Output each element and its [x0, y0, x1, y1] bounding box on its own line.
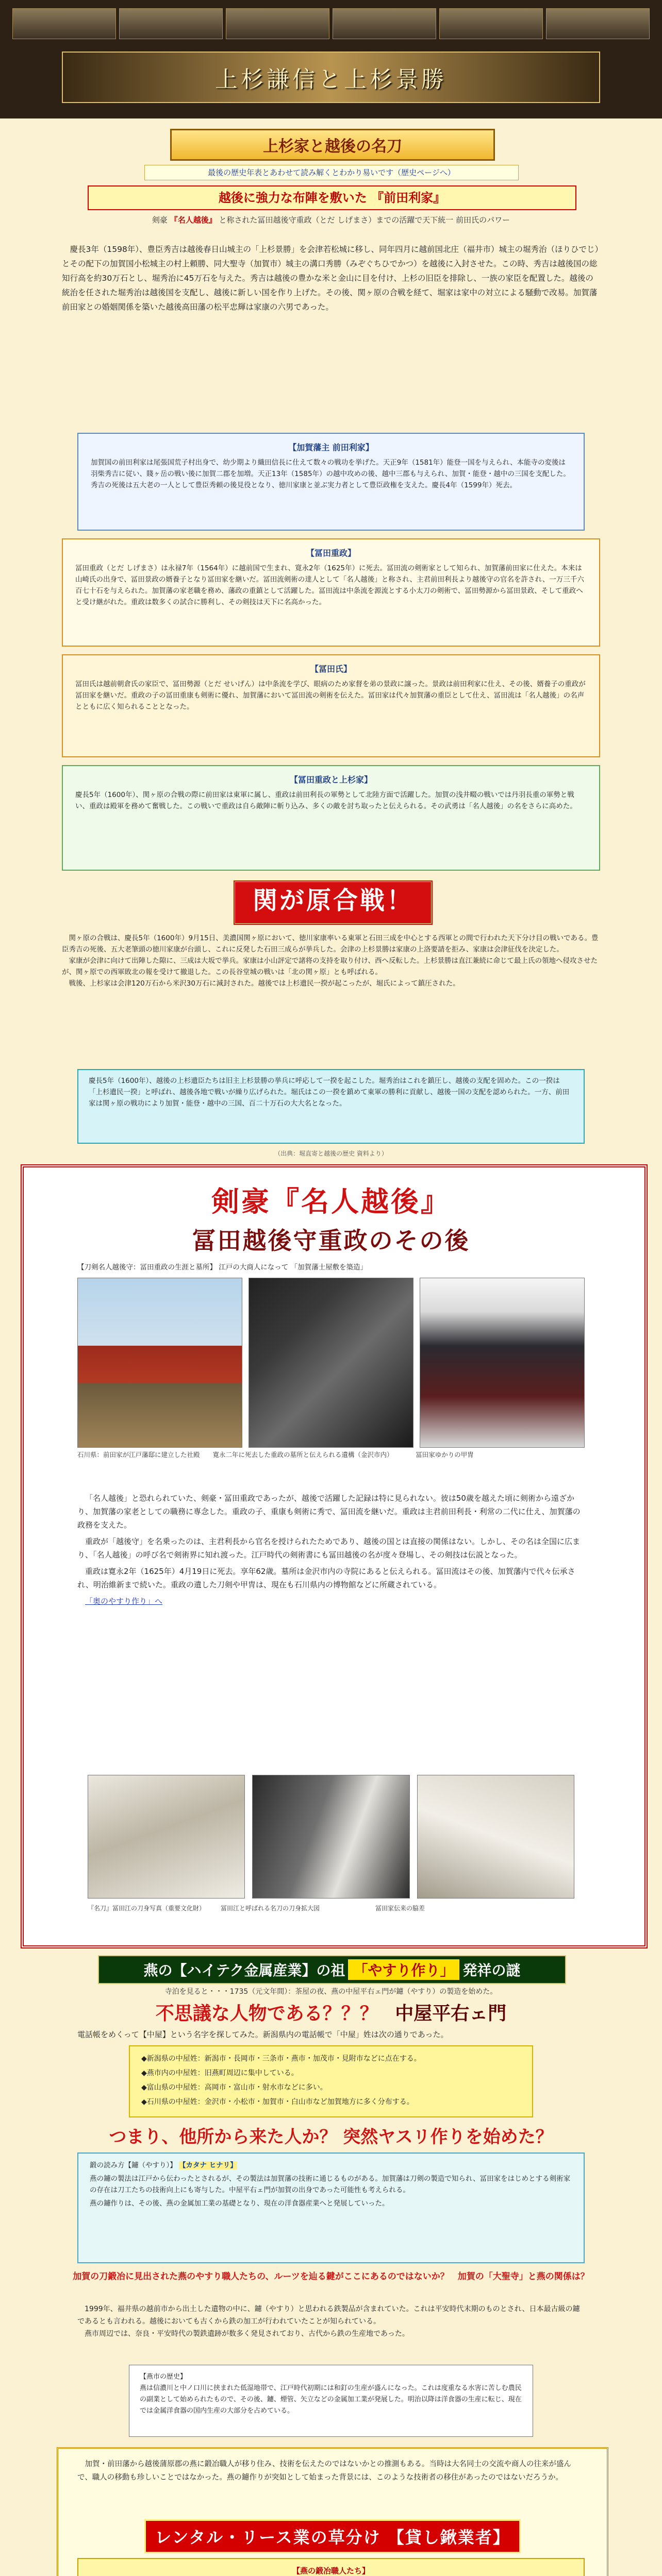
kanji-heading	[90, 2160, 572, 2171]
title-block	[0, 129, 662, 237]
toda-clan-box	[62, 654, 600, 757]
book-cover-photo	[249, 1278, 413, 1448]
box-text: 慶長5年（1600年）、関ヶ原の合戦の際に前田家は東軍に属し、重政は前田利長の軍勢として北陸方面で活躍した。加賀の浅井畷の戦いでは丹羽長重の軍勢と戦い、重政は殿軍を務めて奮戦した。この戦いで重政は自ら敵陣に斬り込み、多くの敵を討ち取ったと伝えられる。その武勇は「名人越後」の名をさらに高めた。	[75, 791, 577, 810]
kanji-highlight: 【カタナ ヒナリ】	[179, 2161, 237, 2170]
kanji-title: 鍛の読み方【鑢（やすり）】	[90, 2161, 177, 2170]
intro-text	[62, 242, 600, 428]
toda-uesugi-box	[62, 765, 600, 871]
sekigahara-text	[62, 933, 600, 1061]
maeda-toshiie-box	[77, 433, 585, 531]
mystery-text: 不思議な人物である？？？	[155, 2003, 378, 2024]
warning-text: 加賀の刀鍛冶に見出された燕のやすり職人たちの、ルーツを辿る鍵がここにあるのではないか？ 加賀の「大聖寺」と燕の関係は？	[73, 2272, 589, 2282]
nakaya-list	[129, 2045, 533, 2117]
meito-paragraph: 「名人越後」と恐れられていた、剣豪・冨田重政であったが、越後で活躍した記録は特に見られない。彼は50歳を越えた頃に剣術から遠ざかり、加賀藩の家老としての職務に専念した。重政の子、重康も剣術に秀で、冨田流を継いだ。重政は主君前田利長・利常の二代に仕え、加賀藩の政務を支えた。	[77, 1494, 581, 1530]
subline	[88, 212, 574, 228]
blade-photo	[417, 1775, 574, 1899]
tsubame-history-box	[129, 2365, 533, 2437]
history-paragraph: 燕市周辺では、奈良・平安時代の製鉄遺跡が数多く発見されており、古代から鉄の生産地であった。	[85, 2330, 409, 2338]
headline: 越後に強力な布陣を敷いた 『前田利家』	[88, 185, 576, 210]
uprising-box	[77, 1069, 585, 1144]
history-page-link[interactable]: 最後の歴史年表とあわせて読み解くとわかり易いです（歴史ページへ）	[144, 165, 519, 180]
section-title: 上杉家と越後の名刀	[170, 129, 495, 161]
toda-shigemasa-box	[62, 538, 600, 647]
blade-photo	[252, 1775, 409, 1899]
shrine-photo	[77, 1278, 242, 1448]
blade-caption: 『名刀』冨田江の刀身写真（重要文化財） 冨田江と呼ばれる名刀の刀身拡大図 冨田家伝来の脇差	[88, 1905, 425, 1912]
box-heading: 【加賀藩主 前田利家】	[288, 443, 374, 452]
header-thumbnails	[12, 8, 650, 39]
yasuri-banner-highlight: 「やすり作り」	[348, 1959, 459, 1980]
war-paragraph: 関ヶ原の合戦は、慶長5年（1600年）9月15日、美濃国関ヶ原において、徳川家康率いる東軍と石田三成を中心とする西軍との間で行われた天下分け目の戦いである。豊臣秀吉の死後、五大老筆頭の徳川家康が台頭し、これに反発した石田三成らが挙兵した。会津の上杉景勝は家康の上洛要請を拒み、家康は会津征伐を決定した。	[62, 934, 599, 954]
header	[0, 0, 662, 118]
yasuri-link[interactable]: 「奥のやすり作り」へ	[85, 1597, 163, 1606]
tsumari-heading: つまり、他所から来た人か？ 突然ヤスリ作りを始めた？	[109, 2127, 553, 2147]
box-text: 冨田重政（とだ しげまさ）は永禄7年（1564年）に越前国で生まれ、寛永2年（1625年）に死去。冨田流の剣術家として知られ、加賀藩前田家に仕えた。本来は山崎氏の出身で、冨田景政の婿養子となり冨田家を継いだ。冨田流剣術の達人として「名人越後」と称され、主君前田利長より越後守の官名を許され、一万三千六百七十石を与えられた。加賀藩の家老職を務め、藩政の重鎮として活躍した。冨田流は中条流を源流とする小太刀の剣術で、冨田勢源から冨田景政、そして重政へと受け継がれた。重政は数多くの試合に勝利し、その剣技は天下に名高かった。	[75, 564, 584, 606]
kanji-paragraph: 燕の鑢の製法は江戸から伝わったとされるが、その製法は加賀藩の技術に通じるものがある。加賀藩は刀剣の製造で知られ、冨田家をはじめとする剣術家の存在は刀工たちの技術向上にも寄与した。中屋平右ェ門が加賀の出身であった可能性も考えられる。	[90, 2175, 571, 2194]
yasuri-banner-post: 発祥の謎	[462, 1962, 521, 1979]
meito-paragraph: 重政は寛永2年（1625年）4月19日に死去。享年62歳。墓所は金沢市内の寺院にあると伝えられる。冨田流はその後、加賀藩内で代々伝承され、明治維新まで続いた。重政の遺した刀剣や甲冑は、現在も石川県内の博物館などに所蔵されている。	[77, 1567, 575, 1589]
yasuri-intro: 電話帳をめくって【中屋】という名字を探してみた。新潟県内の電話帳で「中屋」姓は次の通りであった。	[77, 2030, 449, 2039]
box-text: 燕は信濃川と中ノ口川に挟まれた低湿地帯で、江戸時代初期には和釘の生産が盛んになった。これは度重なる水害に苦しむ農民の副業として始められたもので、その後、鑢、煙管、矢立などの金属加工業が発展した。明治以降は洋食器の生産に転じ、現在では金属洋食器の国内生産の大部分を占めている。	[140, 2384, 522, 2415]
rental-banner: レンタル・リース業の草分け 【貸し鍬業者】	[144, 2519, 521, 2553]
box-text: 冨田氏は越前朝倉氏の家臣で、冨田勢源（とだ せいげん）は中条流を学び、眼病のため家督を弟の景政に譲った。景政は前田利家に仕え、その後、婿養子の重政が冨田家を継いだ。重政の子の冨田重康も剣術に優れ、加賀藩において冨田流の剣術を伝えた。冨田家は代々加賀藩の重臣として仕え、冨田流は「名人越後」の名声とともに広く知られることとなった。	[75, 680, 586, 711]
intro-paragraph: 慶長3年（1598年）、豊臣秀吉は越後春日山城主の「上杉景勝」を会津若松城に移し、同年四月に越前国北庄（福井市）城主の堀秀治（ほりひでじ）とその配下の加賀国小松城主の村上頼勝、同大聖寺（加賀市）城主の溝口秀勝（みぞぐちひでかつ）を越後に入封させた。この時、秀吉は越後国の総知行高を約30万石とし、堀秀治に45万石を与えた。秀吉は越後の豊かな米と金山に目を付け、上杉の旧臣を排除し、一族の家臣を配置した。越後の統治を任された堀秀治は越後国を支配し、越後に新しい国を作り上げた。その後、関ヶ原の合戦を経て、堀家は家中の対立による騒動で改易。加賀藩前田家との婚姻関係を築いた越後高田藩の松平忠輝は家康の六男であった。	[62, 245, 599, 312]
list-item: ◆石川県の中屋姓：金沢市・小松市・加賀市・白山市など加賀地方に多く分布する。	[141, 2098, 414, 2106]
site-banner	[62, 52, 600, 103]
meito-title: 剣豪『名人越後』	[211, 1185, 451, 1218]
blade-photo	[88, 1775, 245, 1899]
photo-row	[77, 1278, 585, 1448]
box-heading: 【燕市の歴史】	[140, 2373, 187, 2381]
header-thumb[interactable]	[12, 8, 116, 39]
rental-intro-paragraph: 加賀・前田藩から越後蒲原郡の燕に鍛冶職人が移り住み、技術を伝えたのではないかとの推測もある。当時は大名同士の交流や商人の往来が盛んで、職人の移動も珍しいことではなかった。燕の鑢作りが突如として始まった背景には、このような技術者の移住があったのではないだろうか。	[77, 2460, 571, 2482]
history-paragraph: 1999年、福井県の越前市から出土した遺物の中に、鑢（やすり）と思われる鉄製品が含まれていた。これは平安時代末期のものとされ、日本最古級の鑢であるとも言われる。越後においても古くから鉄の加工が行われていたことが知られている。	[77, 2305, 580, 2326]
box-heading: 【燕の鍛冶職人たち】	[292, 2566, 370, 2575]
subline-tail: 前田氏のパワー	[456, 215, 510, 225]
box-heading: 【冨田重政と上杉家】	[289, 775, 372, 785]
meito-paragraph: 重政が「越後守」を名乗ったのは、主君利長から官名を授けられたためであり、越後の国とは直接の関係はない。しかし、その名は全国に広まり、「名人越後」の呼び名で剣術界に知れ渡った。江戸時代の剣術書にも冨田越後の名が度々登場し、その剣技は伝説となった。	[77, 1537, 581, 1560]
kashikuwa-box	[77, 2558, 585, 2576]
sekigahara-banner: 関が原合戦！	[233, 880, 433, 925]
kanji-paragraph: 燕の鑢作りは、その後、燕の金属加工業の基礎となり、現在の洋食器産業へと発展していった。	[90, 2199, 389, 2208]
yasuri-banner	[98, 1955, 566, 1984]
box-text: 加賀国の前田利家は尾張国荒子村出身で、幼少期より織田信長に仕えて数々の戦功を挙げた。天正9年（1581年）能登一国を与えられ、本能寺の変後は羽柴秀吉に従い、賤ヶ岳の戦い後に加賀二郡を加増。天正13年（1585年）の越中攻めの後、越中三郡も与えられ、加賀・能登・越中の三国を支配した。秀吉の死後は五大老の一人として豊臣秀頼の後見役となり、徳川家康と並ぶ実力者として豊臣政権を支えた。慶長4年（1599年）死去。	[91, 459, 570, 489]
header-thumb[interactable]	[546, 8, 650, 39]
blade-photo-row	[88, 1775, 574, 1899]
list-item: ◆新潟県の中屋姓：新潟市・長岡市・三条市・燕市・加茂市・見附市などに点在する。	[141, 2055, 421, 2063]
header-thumb[interactable]	[333, 8, 436, 39]
header-thumb[interactable]	[439, 8, 543, 39]
uprising-text: 慶長5年（1600年）、越後の上杉遺臣たちは旧主上杉景勝の挙兵に呼応して一揆を起こした。堀秀治はこれを鎮圧し、越後の支配を固めた。この一揆は「上杉遺民一揆」と呼ばれ、越後各地で戦いが繰り広げられた。堀氏はこの一揆を鎮めて東軍の勝利に貢献し、越後一国の支配を認められた。一方、前田家は関ヶ原の戦功により加賀・能登・越中の三国、百二十万石の大大名となった。	[89, 1077, 570, 1108]
subline-post: と称された冨田越後守重政（とだ しげまさ）までの活躍で天下統一	[219, 215, 454, 225]
war-paragraph: 戦後、上杉家は会津120万石から米沢30万石に減封された。越後では上杉遺民一揆が起こったが、堀氏によって鎮圧された。	[69, 979, 460, 988]
header-thumb[interactable]	[119, 8, 223, 39]
subline-pre: 剣豪	[152, 215, 168, 225]
list-item: ◆燕市内の中屋姓：旧燕町周辺に集中している。	[141, 2069, 299, 2077]
box-heading: 【冨田氏】	[310, 664, 352, 674]
meito-link-para	[77, 1595, 585, 1608]
photo-caption: 石川県：前田家が江戸藩邸に建立した社殿 寛永二年に死去した重政の墓所と伝えられる遺構（金沢市内） 冨田家ゆかりの甲冑	[77, 1451, 474, 1459]
mystery-heading	[0, 1999, 662, 2025]
subline-name: 『名人越後』	[170, 215, 217, 225]
rental-intro	[77, 2458, 585, 2513]
kanji-box	[77, 2153, 585, 2263]
box-heading: 【冨田重政】	[306, 548, 356, 558]
photo-caption-bar: 【刀剣名人越後守：冨田重政の生涯と墓所】 江戸の大商人になって 「加賀藩士屋敷を築造」	[77, 1263, 368, 1272]
header-thumb[interactable]	[226, 8, 329, 39]
war-paragraph: 家康が会津に向けて出陣した隙に、三成は大坂で挙兵。家康は小山評定で諸将の支持を取り付け、西へ反転した。上杉景勝は直江兼続に命じて最上氏の領地へ侵攻させたが、関ヶ原での西軍敗北の報を受けて撤退した。この長谷堂城の戦いは「北の関ヶ原」とも呼ばれる。	[62, 957, 598, 976]
armor-photo	[420, 1278, 585, 1448]
yasuri-sub: 寺泊を見ると・・・1735（元文年間）：茶屋の夜、燕の中屋平右ェ門が鑢（やすり）の製造を始めた。	[164, 1988, 498, 1996]
meito-text	[77, 1492, 585, 1770]
source-note: （出典：堀直寄と越後の歴史 資料より）	[274, 1150, 388, 1157]
meito-subtitle: 冨田越後守重政のその後	[192, 1227, 470, 1255]
yasuri-banner-pre: 燕の【ハイテク金属産業】の祖	[143, 1962, 345, 1979]
list-item: ◆富山県の中屋姓：高岡市・富山市・射水市などに多い。	[141, 2083, 327, 2092]
mystery-name: 中屋平右ェ門	[395, 2003, 507, 2024]
history-text	[77, 2303, 585, 2360]
banner-title: 上杉謙信と上杉景勝	[215, 66, 447, 93]
